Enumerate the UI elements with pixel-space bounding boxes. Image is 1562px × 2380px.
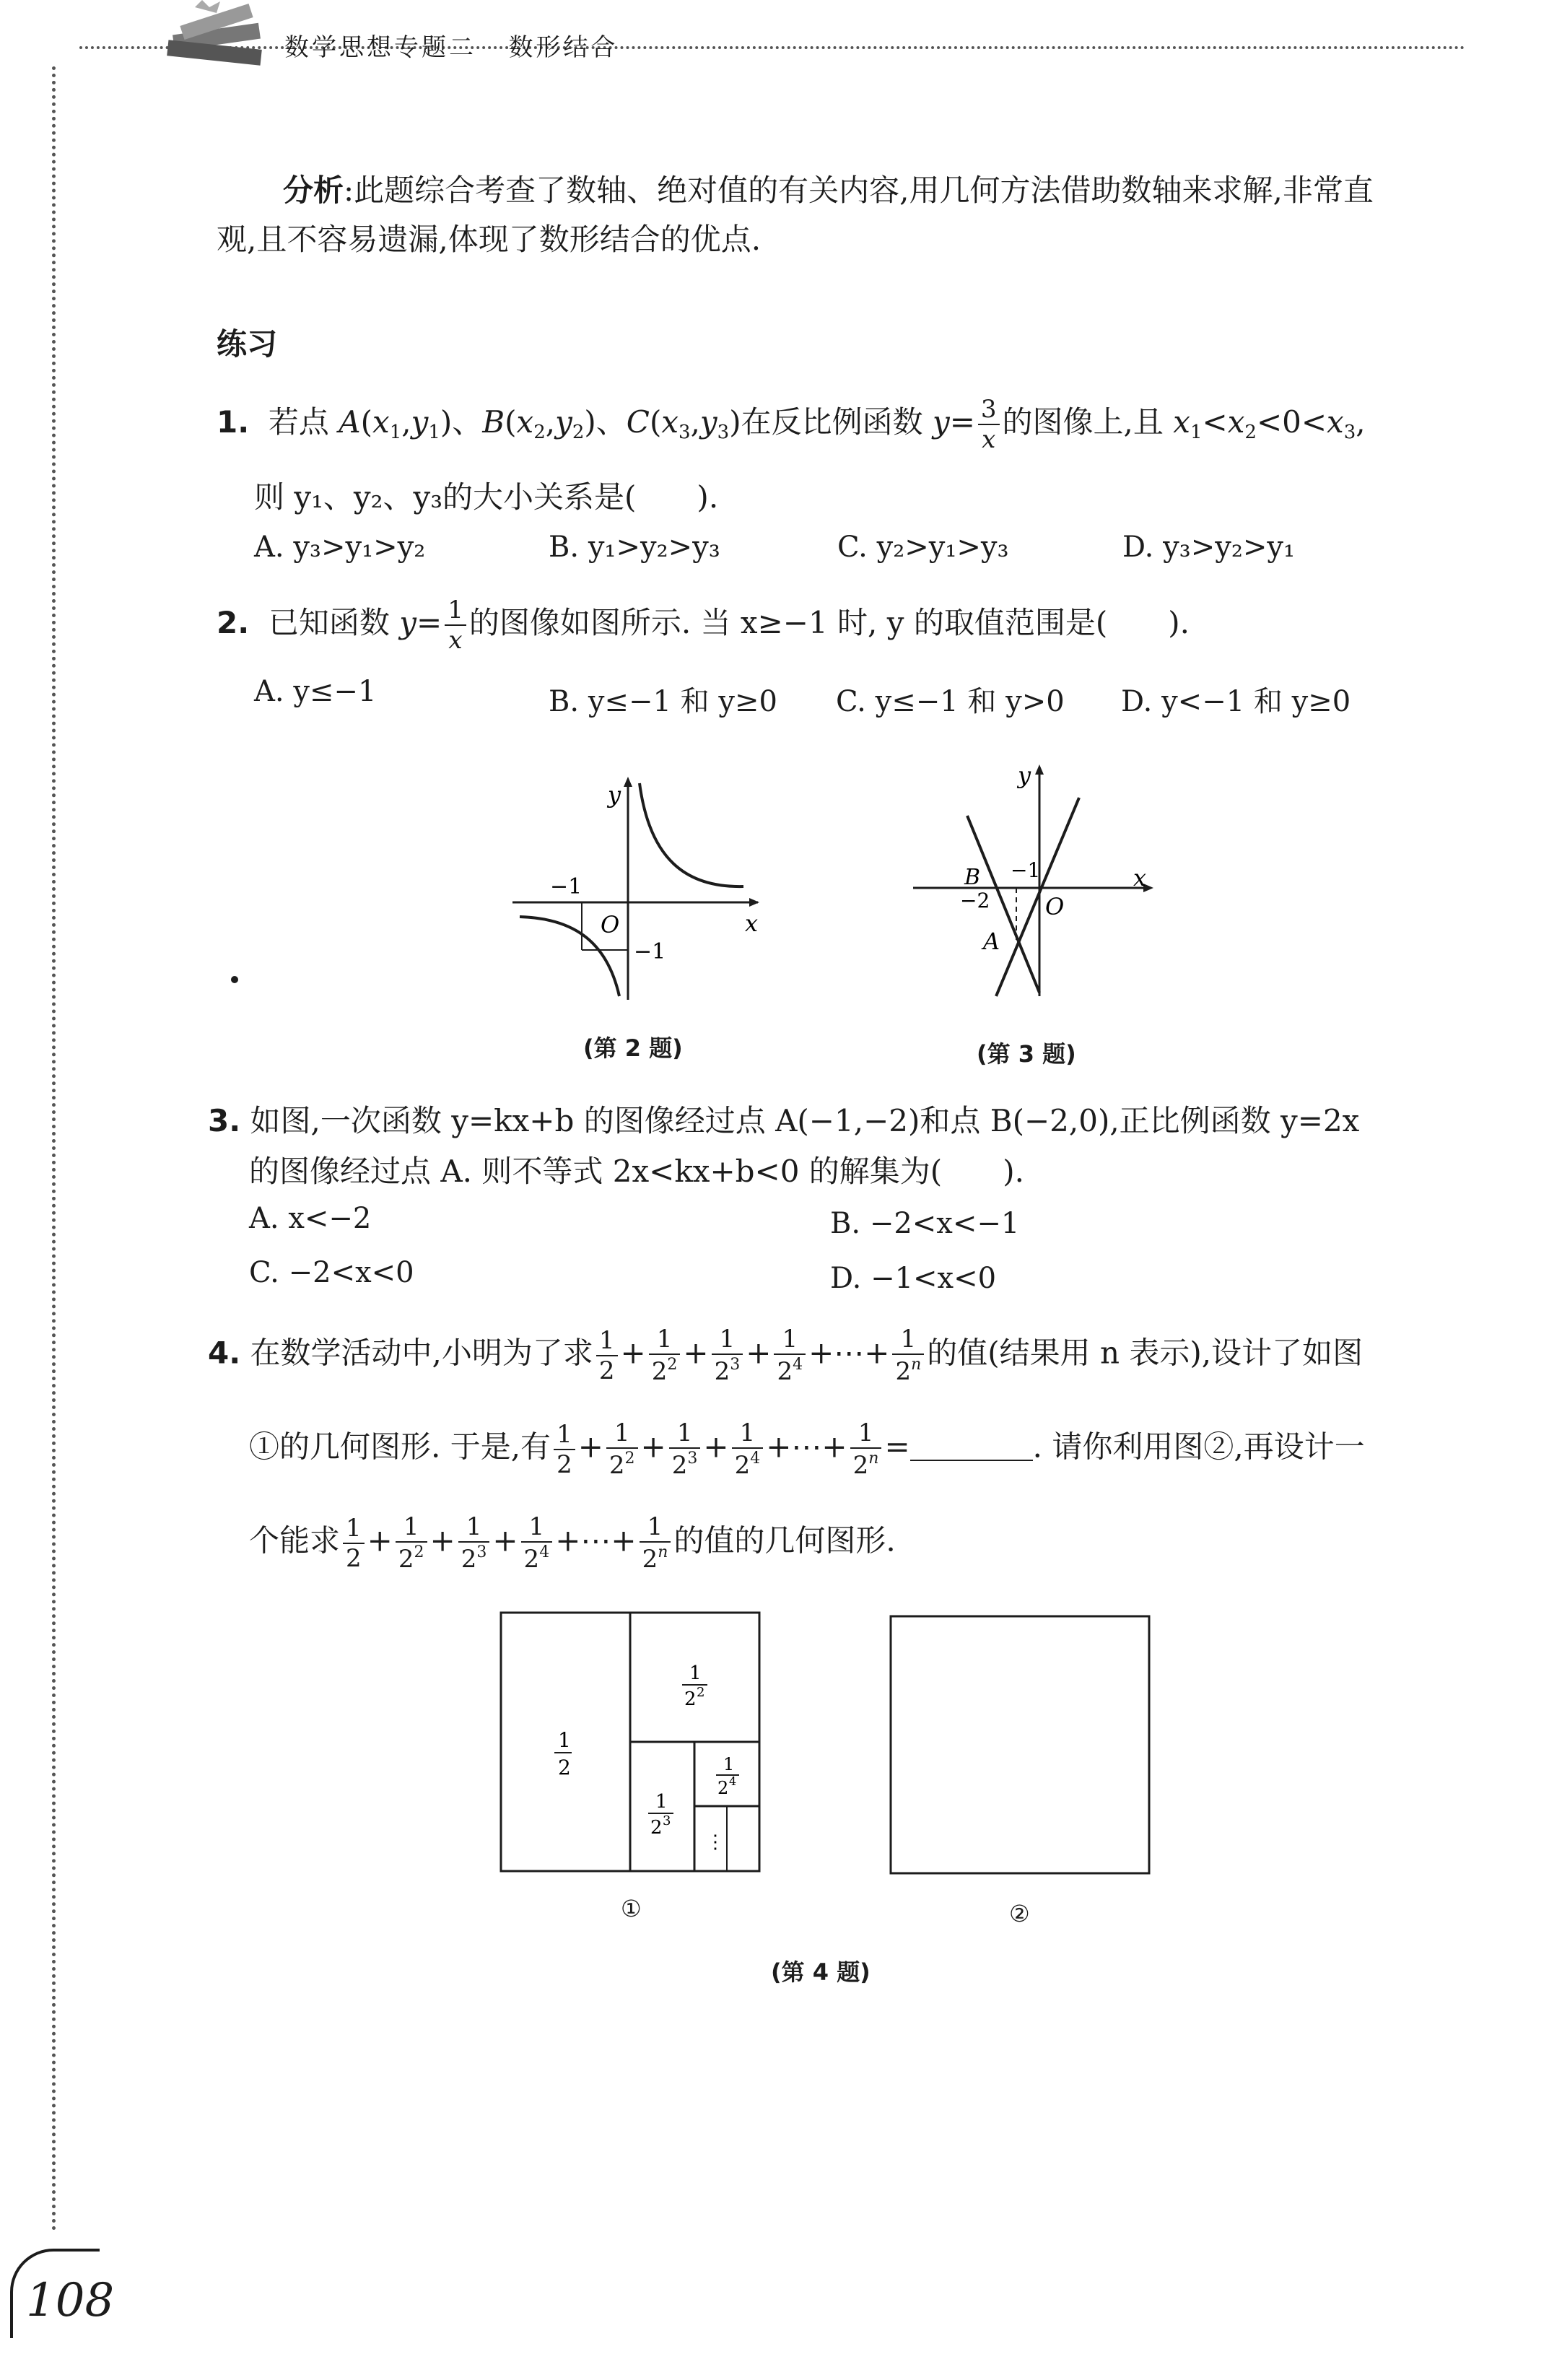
tick-label-y: −1 [634, 939, 666, 964]
analysis-line-1: 分析:此题综合考查了数轴、绝对值的有关内容,用几何方法借助数轴来求解,非常直 [283, 173, 1374, 208]
figure-2-graph [505, 765, 780, 1003]
y-axis-label: y [608, 781, 621, 808]
label-quarter-pow: 2 [697, 1685, 705, 1700]
label-dots: ⋮ [706, 1831, 725, 1853]
q1-option-b[interactable]: B. y₁>y₂>y₃ [549, 531, 720, 564]
q1-option-a[interactable]: A. y₃>y₁>y₂ [254, 531, 426, 564]
page-number: 108 [26, 2274, 115, 2327]
figure-4-diagram-1 [498, 1610, 765, 1884]
curve-quadrant-1 [640, 783, 743, 886]
question-2-line: 2. 已知函数 y= $\frac{1}{x}$ 的图像如图所示. 当 x≥−1 时, y 的取值范围是( ). [217, 596, 1190, 655]
practice-heading: 练习 [217, 326, 278, 362]
origin-label: O [601, 911, 620, 938]
empty-square [891, 1616, 1149, 1873]
left-dotted-rule [52, 66, 57, 2232]
label-eighth-num: 1 [655, 1791, 668, 1813]
question-3-line-2: 的图像经过点 A. 则不等式 2x<kx+b<0 的解集为( ). [249, 1154, 1024, 1189]
figure-4-diagram-2 [888, 1613, 1153, 1878]
tick-neg1: −1 [1011, 858, 1041, 882]
q2-option-a[interactable]: A. y≤−1 [254, 675, 377, 708]
label-eighth-den: 2 [650, 1817, 663, 1839]
line-2x [996, 798, 1079, 996]
question-3-line-1: 3. 如图,一次函数 y=kx+b 的图像经过点 A(−1,−2)和点 B(−2,0),正比例函数 y=2x [208, 1103, 1360, 1138]
tick-label-x: −1 [550, 874, 583, 899]
question-4-line-1: 4. 在数学活动中,小明为了求 $\frac{1}{2}$ + $\frac{1}{2^2}$ + $\frac{1}{2^3}$ + $\frac{1}{2^4}$ +⋯+ $\frac{1}{2^n}$ 的值(结果用 n 表示),设计了如图 [208, 1325, 1364, 1386]
header-title: 数学思想专题二 数形结合 [284, 33, 619, 62]
answer-blank[interactable] [910, 1438, 1033, 1461]
question-1-line-2: 则 y₁、y₂、y₃的大小关系是( ). [254, 479, 719, 515]
figure-4-label-2: ② [1009, 1900, 1030, 1927]
label-quarter-num: 1 [689, 1662, 702, 1684]
x-axis-label: x [745, 910, 759, 937]
label-half-num: 1 [558, 1728, 571, 1752]
q2-option-c[interactable]: C. y≤−1 和 y>0 [836, 685, 1065, 718]
figure-3-caption: (第 3 题) [977, 1040, 1076, 1068]
label-quarter-den: 2 [684, 1688, 697, 1710]
y-axis-label: y [1018, 762, 1031, 789]
origin-label: O [1045, 893, 1065, 920]
q2-option-b[interactable]: B. y≤−1 和 y≥0 [549, 685, 777, 718]
question-4-line-3: 个能求 $\frac{1}{2}$ + $\frac{1}{2^2}$ + $\frac{1}{2^3}$ + $\frac{1}{2^4}$ +⋯+ $\frac{1}{2^n}$ 的值的几何图形. [249, 1512, 896, 1574]
label-sixteenth-pow: 4 [729, 1774, 737, 1788]
figure-3-graph [902, 754, 1162, 1000]
point-b-label: B [964, 865, 981, 890]
question-1-line-1: 1. 若点 $A(x_1,y_1)$、$B(x_2,y_2)$、$C(x_3,y_3)$在反比例函数 y= $\frac{3}{x}$ 的图像上,且 $x_1<x_2<0<x_3$, [217, 395, 1366, 454]
label-half-den: 2 [558, 1756, 571, 1779]
label-eighth-pow: 3 [663, 1813, 671, 1828]
q2-option-d[interactable]: D. y<−1 和 y≥0 [1121, 685, 1351, 718]
figure-4-label-1: ① [621, 1895, 642, 1922]
q3-option-d[interactable]: D. −1<x<0 [830, 1262, 997, 1295]
q3-option-c[interactable]: C. −2<x<0 [249, 1256, 414, 1289]
books-icon [152, 0, 282, 72]
label-sixteenth-den: 2 [717, 1778, 729, 1798]
stray-dot [231, 976, 238, 983]
x-axis-label: x [1133, 864, 1147, 892]
q3-option-a[interactable]: A. x<−2 [249, 1202, 372, 1235]
figure-4-caption: (第 4 题) [771, 1958, 871, 1986]
point-a-label: A [983, 928, 1000, 955]
figure-2-caption: (第 2 题) [583, 1034, 683, 1062]
tick-neg2: −2 [960, 889, 990, 912]
label-sixteenth-num: 1 [723, 1754, 735, 1774]
q1-option-d[interactable]: D. y₃>y₂>y₁ [1122, 531, 1296, 564]
analysis-line-2: 观,且不容易遗漏,体现了数形结合的优点. [217, 222, 762, 257]
q3-option-b[interactable]: B. −2<x<−1 [830, 1207, 1020, 1240]
question-4-line-2: ①的几何图形. 于是,有 $\frac{1}{2}$ + $\frac{1}{2^2}$ + $\frac{1}{2^3}$ + $\frac{1}{2^4}$ +⋯+ $\frac{1}{2^n}$ = . 请你利用图②,再设计一 [249, 1418, 1365, 1480]
q1-option-c[interactable]: C. y₂>y₁>y₃ [837, 531, 1009, 564]
